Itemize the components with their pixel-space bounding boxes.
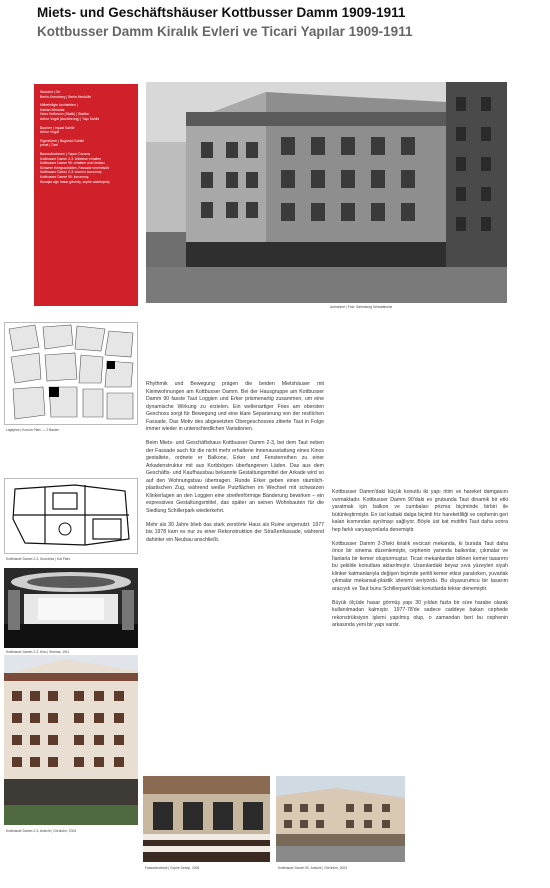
- street-view-illustration: [276, 776, 405, 862]
- info-panel-line: Kottbusser Damm 90: erhalten und Umbau: [40, 161, 105, 166]
- info-panel-line: privat | Özel: [40, 143, 59, 148]
- info-panel-line: Eigentümer | Bugünkü Sahibi: [40, 138, 84, 143]
- floor-plan-illustration: [5, 479, 137, 553]
- info-panel-line: Hans Hoffmann (Statik) | Statiker: [40, 112, 90, 117]
- cinema-caption: Kottbusser Damm 2-3, Kino | Sinema, 1911: [6, 650, 70, 654]
- info-panel-line: Berlin-Kreuzberg | Berlin-Neukölln: [40, 94, 92, 99]
- facade-detail-photo: [143, 776, 270, 862]
- color-building-photo: [4, 655, 138, 825]
- info-panel-line: Katılan Mimarlar: [40, 107, 65, 112]
- info-panel-line: Standort | Ort: [40, 90, 61, 94]
- floor-plan: [4, 478, 138, 554]
- info-panel-line: Kottbusser Damm 90: korunmuş: [40, 174, 89, 179]
- cinema-illustration: [4, 568, 138, 648]
- info-panel-line: Arthur Vogdt (Ausführung) | Yapı Sahibi: [40, 116, 100, 121]
- main-building-illustration: [146, 82, 507, 303]
- info-panel-line: Mitbeteiligte Architekten |: [40, 103, 78, 108]
- facade-caption: Fassadendetail | Cephe Detayı, 2004: [145, 866, 200, 870]
- street-view-photo: [276, 776, 405, 862]
- turkish-paragraph-1: Kottbusser Damm'daki küçük konutlu iki yapı ritim ve hareket damgasını vurmaktadır. Kottbusser Damm 90'daki ev grubunda Taut dinamik bir etki yaratmak için balkon ve cumbaları prizma biçiminde birbiri ile bütünleştirmiştir. En üst kattaki dalga biçimli friz hareketliliği ve cephenin geri kalan kısmından ayrılmayı sağlıyor. Böyle üst kat motifini Taut daha sonra hep farklı varyasyonlarla denemiştir.: [332, 489, 508, 533]
- color-building-caption: Kottbusser Damm 2-3, Ansicht | Görünüm, 2004: [6, 829, 77, 833]
- site-map: [4, 322, 138, 425]
- map-caption: Lageplan | Konum Planı — 2 Bauten: [6, 428, 60, 432]
- info-panel-line: Schwere Kriegsschäden, Fassade vereinfacht: [40, 165, 109, 170]
- site-map-illustration: [5, 323, 137, 424]
- german-paragraph-2: Beim Miets- und Geschäftshaus Kottbusser Damm 2-3, bei dem Taut neben der Fassade auch für die nicht mehr erhaltene Innenausstattung eines Kinos gestaltete, ordnete er Balkone, Erker und Fensterreihen zu einer Arkadenstruktur mit aus Korbbögen überfangenen Läden. Das aus dem Geschäfts- und Kaufhausbau bekannte Gestaltungsmittel der Arkade wird so auf den Wohnungsbau übertragen. Runde Erker geben einen räumlich-plastischen Zug, während weiße Putzflächen im Wechsel mit schwarzen Klinkerlagen an den Loggien eine streifenförmige Bänderung bewirken – ein expressives Gestaltungsmittel, das später an seinen Wohnbauten für die Siedlung Schillerpark wiederkehrt.: [146, 440, 324, 514]
- info-panel-line: Savaşta ağır hasar görmüş, cephe sadeleşmiş: [40, 179, 110, 184]
- info-panel: [34, 84, 138, 306]
- info-panel-line: Kottbusser Damm 2-3: kısmen korunmuş: [40, 170, 102, 175]
- page-subtitle: Kottbusser Damm Kiralık Evleri ve Ticari Yapılar 1909-1911: [37, 24, 413, 39]
- street-caption: Kottbusser Damm 90, Ansicht | Görünüm, 2004: [278, 866, 348, 870]
- german-paragraph-3: Mehr als 30 Jahre blieb das stark zerstörte Haus als Ruine ungenutzt. 1977 bis 1978 kam es nur zu einer Rekonstruktion der Straßenfassade, während dahinter ein Neubau anschließt.: [146, 521, 324, 543]
- info-panel-line: Baumaßnahmen | Yapım Durumu: [40, 151, 91, 156]
- info-panel-line: Kottbusser Damm 2-3: teilweise erhalten: [40, 156, 102, 161]
- cinema-interior-photo: [4, 568, 138, 648]
- info-panel-line: Arthur Vogdt: [40, 130, 59, 135]
- page-title: Miets- und Geschäftshäuser Kottbusser Damm 1909-1911: [37, 5, 406, 20]
- facade-detail-illustration: [143, 776, 270, 862]
- color-building-illustration: [4, 655, 138, 825]
- info-panel-line: Bauherr | İnşaat Sahibi: [40, 125, 75, 130]
- german-text-column: [146, 381, 324, 551]
- turkish-text-column: [332, 489, 508, 636]
- main-photo-caption: Aufnahme | Foto: Sammlung Schwäbische: [330, 305, 393, 309]
- main-building-photo: [146, 82, 507, 303]
- german-paragraph-1: Rhythmik und Bewegung prägen die beiden Mietshäuser mit Kleinwohnungen am Kottbusser Damm. Bei der Hausgruppe am Kottbusser Damm 90 fasste Taut Loggien und Erker prismenartig zusammen, um eine dynamische Wirkung zu erzielen. Ein wellenartiger Fries am obersten Geschoss sorgt für Bewegung und eine klare Separierung von der restlichen Fassade. Das Motiv des abgesetzten Obergeschosses zitierte Taut in Folge immer wieder in unterschiedlichen Variationen.: [146, 381, 324, 432]
- turkish-paragraph-2: Kottbusser Damm 2-3'teki kiralık evcicari mekanda, ki burada Taut daha önce bir sinema düzenlemiştir, cephenin yanında balkonlar, çıkmalar ve İlanlarla bir kemer oluşturmuştur. Ticari mekanlardan bilinen kemer tasarımı bu şekilde konutlara aktarılmıştır. Uzanılardaki beyaz sıva yüzeyleri siyah klinker katmanlarıyla değişen biçimde şeritli kemer etkisi yaratırken, yuvarlak çıkmalar mekansal-plastik izlenimi veriyordu. Bu dışavurumcu bir tasarım aracıydı ve Taut bunu Schillerpark'daki konutlarda tekrar denemiştir.: [332, 540, 508, 592]
- turkish-paragraph-3: Büyük ölçüde hasar görmüş yapı 30 yıldan fazla bir süre harabe olarak kullanılmadan kalmıştır. 1977-78'de sadece caddeye bakan cephede rekonstrüksiyon işlemi yapılmış olup, o zamandan beri bu cephenin arkasında yeni bir yapı vardır.: [332, 599, 508, 628]
- plan-caption: Kottbusser Damm 2-3, Grundriss | Kat Planı: [6, 557, 71, 561]
